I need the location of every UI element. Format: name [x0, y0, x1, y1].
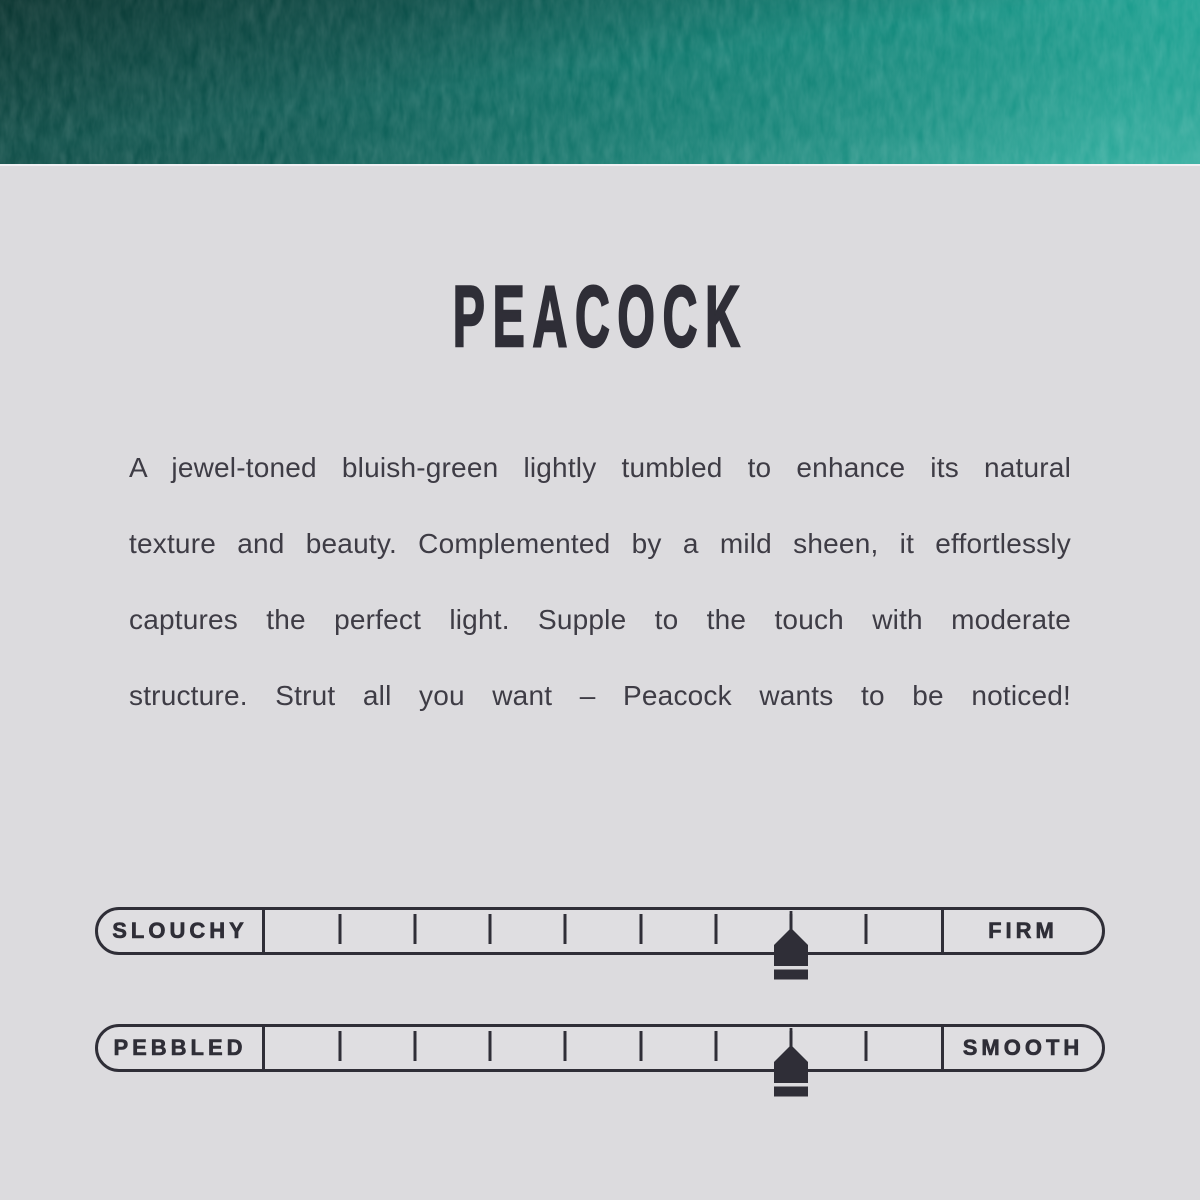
scale-tick — [414, 1031, 417, 1061]
scale-tick — [414, 914, 417, 944]
scale-tick — [864, 914, 867, 944]
description-line: captures the perfect light. Supple to the touch with moderate — [129, 604, 1071, 635]
description-line: texture and beauty. Complemented by a mild sheen, it effortlessly — [129, 528, 1071, 559]
scale-left-label: SLOUCHY — [112, 918, 248, 943]
scale-tick — [489, 914, 492, 944]
texture-scale — [95, 1024, 1105, 1072]
description-line: A jewel-toned bluish-green lightly tumbled to enhance its natural — [129, 452, 1071, 483]
scale-track — [262, 1027, 944, 1069]
scale-tick — [489, 1031, 492, 1061]
structure-scale — [95, 907, 1105, 955]
hero-divider — [0, 164, 1200, 166]
scale-track — [262, 910, 944, 952]
scale-tick — [714, 914, 717, 944]
page-title: PEACOCK — [452, 269, 748, 365]
scale-tick — [789, 1031, 792, 1061]
scale-tick — [564, 914, 567, 944]
scale-tick — [564, 1031, 567, 1061]
scale-tick — [864, 1031, 867, 1061]
scale-tick — [639, 914, 642, 944]
scale-tick — [639, 1031, 642, 1061]
leather-description — [129, 430, 1071, 734]
leather-swatch-image — [0, 0, 1200, 164]
scale-tick — [714, 1031, 717, 1061]
scale-right-label: SMOOTH — [962, 1035, 1084, 1060]
description-line: structure. Strut all you want – Peacock wants to be noticed! — [129, 680, 1071, 711]
scale-tick — [339, 1031, 342, 1061]
scale-left-label: PEBBLED — [113, 1035, 247, 1060]
scale-right-label: FIRM — [988, 918, 1058, 943]
scale-tick — [789, 914, 792, 944]
scale-tick — [339, 914, 342, 944]
